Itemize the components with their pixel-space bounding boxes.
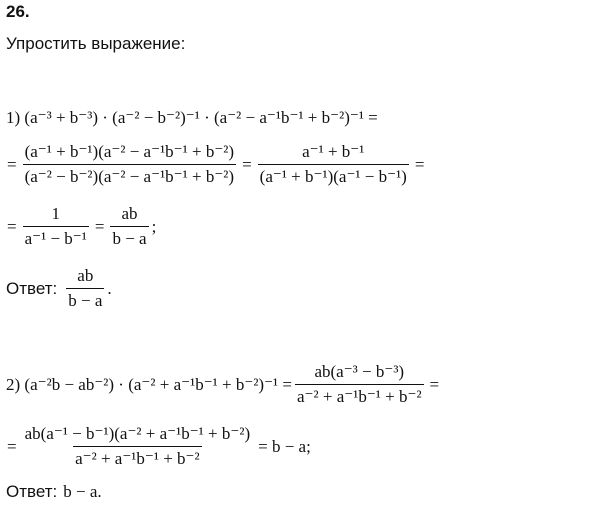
part1-answer-suffix: .: [107, 278, 112, 298]
part1-line3: [4, 204, 156, 249]
part1-line3-frac2: [110, 204, 148, 249]
part1-line3-frac2-den: b − a: [110, 226, 148, 249]
part2-line1-frac-num: ab(a⁻³ − b⁻³): [314, 362, 405, 381]
part1-line2-frac2-num: a⁻¹ + b⁻¹: [302, 142, 365, 161]
part2-line2: [4, 424, 314, 469]
part2-line2-frac: [23, 424, 253, 469]
part2-line1: [4, 362, 442, 407]
part1-answer: [6, 266, 112, 311]
part2-line2-suffix: = b − a;: [258, 436, 311, 456]
part2-answer-label: Ответ:: [6, 482, 58, 501]
problem-number: 26.: [6, 2, 30, 21]
part1-line2-prefix: =: [7, 154, 17, 174]
part1-line3-suffix: ;: [151, 216, 157, 236]
part1-line2-frac2-den: (a⁻¹ + b⁻¹)(a⁻¹ − b⁻¹): [258, 164, 409, 187]
part1-line2: [4, 142, 427, 187]
task-text: Упростить выражение:: [6, 34, 186, 53]
part1-line1: 1) (a⁻³ + b⁻³) · (a⁻² − b⁻²)⁻¹ · (a⁻² − a⁻¹b⁻¹ + b⁻²)⁻¹ =: [6, 108, 378, 127]
part1-line3-frac1-num: 1: [51, 204, 60, 223]
part1-line3-frac1-den: a⁻¹ − b⁻¹: [23, 226, 89, 249]
part1-line2-suffix: =: [414, 154, 425, 174]
part1-line3-eq: =: [94, 216, 105, 236]
part2-line1-frac: [295, 362, 424, 407]
part1-line2-frac1: [23, 142, 236, 187]
part1-line3-prefix: =: [7, 216, 17, 236]
part1-line3-frac1: [23, 204, 89, 249]
part2-line1-expr: 2) (a⁻²b − ab⁻²) · (a⁻² + a⁻¹b⁻¹ + b⁻²)⁻¹ =: [6, 374, 292, 394]
part2-line1-suffix: =: [429, 374, 440, 394]
part2-line2-frac-num: ab(a⁻¹ − b⁻¹)(a⁻² + a⁻¹b⁻¹ + b⁻²): [24, 424, 251, 443]
part1-answer-label: Ответ:: [6, 278, 58, 298]
part2-line2-prefix: =: [7, 436, 17, 456]
part1-line2-eq: =: [242, 154, 252, 174]
part1-line2-frac1-num: (a⁻¹ + b⁻¹)(a⁻² − a⁻¹b⁻¹ + b⁻²): [24, 142, 235, 161]
part1-line2-frac1-den: (a⁻² − b⁻²)(a⁻² − a⁻¹b⁻¹ + b⁻²): [23, 164, 236, 187]
part2-line2-frac-den: a⁻² + a⁻¹b⁻¹ + b⁻²: [73, 446, 202, 469]
part1-answer-num: ab: [77, 266, 94, 285]
part1-answer-frac: [66, 266, 104, 311]
part1-answer-den: b − a: [66, 288, 104, 311]
part2-answer-value: b − a.: [63, 482, 102, 501]
part2-answer: [6, 482, 102, 502]
part1-line2-frac2: [258, 142, 409, 187]
part2-line1-frac-den: a⁻² + a⁻¹b⁻¹ + b⁻²: [295, 384, 424, 407]
part1-line3-frac2-num: ab: [121, 204, 138, 223]
